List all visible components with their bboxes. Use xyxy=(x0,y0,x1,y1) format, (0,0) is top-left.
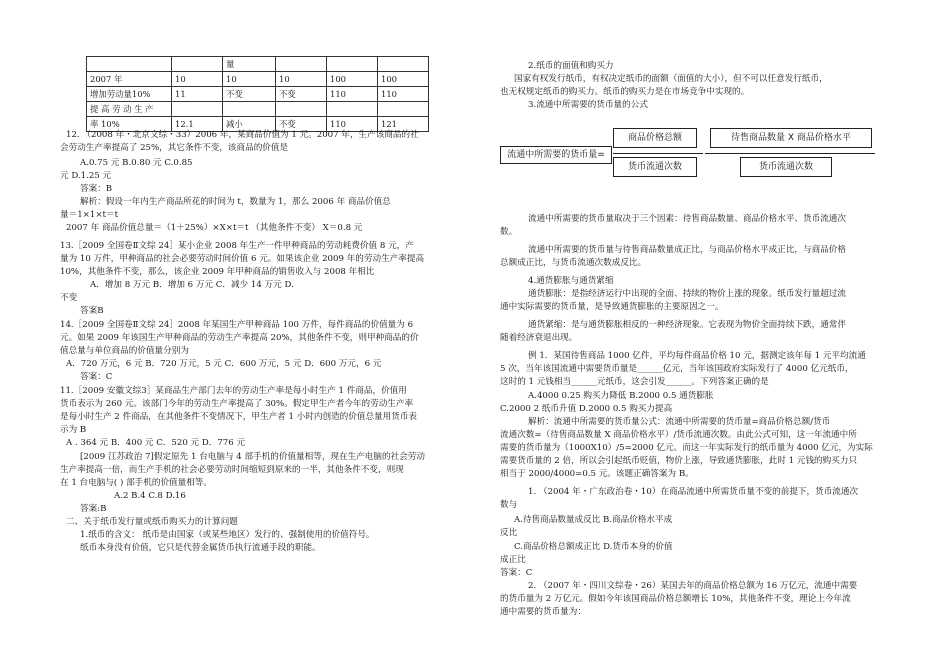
text-line: 流通次数=（待售商品数量 X 商品价格水平）/货币流通次数。由此公式可知，这一年流通中所 xyxy=(500,430,857,440)
table-cell xyxy=(172,57,223,72)
text-line: 解析：假设一年内生产商品所花的时间为 t，数量为 1，那么 2006 年 商品价值总 xyxy=(80,197,391,207)
text-line: 总额成正比，与货币流通次数成反比。 xyxy=(500,258,647,268)
text-line: 11.［2009 安徽文综3］某商品生产部门去年的劳动生产率是每小时生产 1 件商品，价值用 xyxy=(60,386,407,396)
table-cell xyxy=(172,102,223,117)
text-line: 量＝1×1×t＝t xyxy=(60,210,119,220)
text-line: 二、关于纸币发行量或纸币购买力的计算问题 xyxy=(66,517,238,527)
text-line: 随着经济衰退出现。 xyxy=(500,333,578,343)
text-line: 量为 10 万件，甲种商品的社会必要劳动时间价值 6 元。如果该企业 2009 年的劳动生产率提高 xyxy=(60,254,425,264)
text-line: 解析：流通中所需要的货币量公式：流通中所需要的货币量=商品价格总额/货币 xyxy=(528,417,831,427)
text-line: 2. （2007 年・四川文综卷・26）某国去年的商品价格总额为 16 万亿元，流通中需要 xyxy=(528,581,858,591)
text-line: A.0.75 元 B.0.80 元 C.0.85 xyxy=(80,158,193,168)
formula-lhs-box: 流通中所需要的货币量= xyxy=(500,146,612,164)
table-cell xyxy=(327,102,378,117)
table-cell xyxy=(276,102,327,117)
text-line: 的货币量为 2 万亿元。假如今年该国商品价格总额增长 10%，其他条件不变，理论上今年流 xyxy=(500,594,851,604)
text-line: 纸币本身没有价值，它只是代替金属货币执行流通手段的职能。 xyxy=(80,543,321,553)
table-cell: 110 xyxy=(378,87,429,102)
text-line: 相当于 2000/4000=0.5 元。该题正确答案为 B。 xyxy=(500,469,694,479)
text-line: 成正比 xyxy=(500,555,526,565)
text-line: 通中需要的货币量为： xyxy=(500,607,586,617)
text-line: A．720 万元，6 元 B．720 万元，5 元 C．600 万元，5 元 D．600 万元，6 元 xyxy=(66,359,382,369)
text-line: 2.纸币的面值和购买力 xyxy=(528,61,614,71)
text-line: 示为 B xyxy=(60,425,87,435)
table-cell xyxy=(327,57,378,72)
formula-numerator-1: 商品价格总额 xyxy=(613,128,697,148)
text-line: 答案：B xyxy=(80,184,113,194)
table-cell: 100 xyxy=(327,72,378,87)
table-cell xyxy=(223,102,276,117)
text-line: 国家有权发行纸币，有权决定纸币的面额（面值的大小），但不可以任意发行纸币， xyxy=(514,74,828,84)
text-line: 答案：C xyxy=(80,372,113,382)
table-cell: 减小 xyxy=(223,117,276,132)
table-cell: 不变 xyxy=(276,87,327,102)
text-line: 数与 xyxy=(500,500,518,510)
table-cell: 不变 xyxy=(223,87,276,102)
text-line: C.商品价格总额成正比 D.货币本身的价值 xyxy=(514,542,673,552)
text-line: 答案B xyxy=(80,306,104,316)
table-cell: 2007 年 xyxy=(87,72,172,87)
text-line: 2007 年 商品价值总量＝（1＋25%）×X×t＝t （其他条件不变） X＝0.8 元 xyxy=(66,223,363,233)
table-cell xyxy=(87,57,172,72)
text-line: 4.通货膨胀与通货紧缩 xyxy=(528,276,614,286)
text-line: 1.纸币的含义： 纸币是由国家（或某些地区）发行的、强制使用的价值符号。 xyxy=(80,530,375,540)
text-line: 需要的货币量为（1000X10）/5=2000 亿元。而这一年实际发行的纸币量为 4000 亿元，为实际 xyxy=(500,443,873,453)
text-line: 反比 xyxy=(500,528,518,538)
table-cell: 100 xyxy=(378,72,429,87)
table-header-row xyxy=(87,57,429,72)
text-line: A.4000 0.25 购买力降低 B.2000 0.5 通货膨胀 xyxy=(528,391,714,401)
text-line: 流通中所需要的货币量取决于三个因素：待售商品数量、商品价格水平、货币流通次 xyxy=(528,214,846,224)
text-line: 元 D.1.25 元 xyxy=(60,171,112,181)
table-cell: 10 xyxy=(172,72,223,87)
text-line: 也无权规定纸币的购买力。纸币的购买力是在市场竞争中实现的。 xyxy=(500,87,750,97)
text-line: 10%，其他条件不变，那么，该企业 2009 年甲种商品的销售收入与 2008 年相比 xyxy=(60,267,375,277)
text-line: [2009 江苏政治 7]假定原先 1 台电脑与 4 部手机的价值量相等，现在生产电脑的社会劳动 xyxy=(80,452,425,462)
table-row xyxy=(87,102,429,117)
text-line: 13.［2009 全国卷Ⅱ文综 24］某小企业 2008 年生产一件甲种商品的劳动耗费价值 8 元，产 xyxy=(60,241,414,251)
value-table xyxy=(86,56,429,132)
table-cell: 量 xyxy=(223,57,276,72)
table-cell: 110 xyxy=(327,87,378,102)
text-line: A.待售商品数量成反比 B.商品价格水平成 xyxy=(514,515,673,525)
text-line: 这时的 1 元钱相当______元纸币，这会引发______。下列答案正确的是 xyxy=(500,377,769,387)
text-line: 元。如果 2009 年该国生产甲种商品的劳动生产率提高 20%，其他条件不变，则甲种商品的价 xyxy=(60,333,419,343)
text-line: 14.［2009 全国卷Ⅱ文综 24］2008 年某国生产甲种商品 100 万件，每件商品的价值量为 6 xyxy=(60,320,414,330)
text-line: A.2 B.4 C.8 D.16 xyxy=(114,491,186,501)
fraction-bar-2 xyxy=(705,153,875,154)
table-cell: 12.1 xyxy=(172,117,223,132)
text-line: 值总量与单位商品的价值量分别为 xyxy=(60,346,189,356)
table-cell: 11 xyxy=(172,87,223,102)
table-cell: 增加劳动量10% xyxy=(87,87,172,102)
table-cell xyxy=(276,57,327,72)
table-cell: 110 xyxy=(327,117,378,132)
text-line: 不变 xyxy=(60,293,78,303)
text-line: 1. （2004 年・广东政治卷・10）在商品流通中所需货币量不变的前提下，货币流通次 xyxy=(528,487,859,497)
table-cell: 10 xyxy=(223,72,276,87)
text-line: 需要货币量的 2 倍，所以会引起纸币贬值，物价上涨，导致通货膨胀，此时 1 元钱的购买力只 xyxy=(500,456,858,466)
text-line: 答案：C xyxy=(500,568,533,578)
text-line: 在 1 台电脑与( ) 部手机的价值量相等。 xyxy=(60,478,213,488)
text-line: 流通中所需要的货币量与待售商品数量成正比，与商品价格水平成正比，与商品价格 xyxy=(528,245,846,255)
table-cell: 不变 xyxy=(276,117,327,132)
text-line: 3.流通中所需要的货币量的公式 xyxy=(528,100,648,110)
value-table-body xyxy=(87,57,429,132)
text-line: 通货膨胀：是指经济运行中出现的全面、持续的物价上涨的现象。纸币发行量超过流 xyxy=(528,289,846,299)
table-cell: 121 xyxy=(378,117,429,132)
formula-numerator-2: 待售商品数量 X 商品价格水平 xyxy=(710,128,872,148)
table-row xyxy=(87,72,429,87)
text-line: 例 1．某国待售商品 1000 亿件，平均每件商品价格 10 元，据测定该年每 1 元平均流通 xyxy=(528,351,866,361)
text-line: 通货紧缩：是与通货膨胀相反的一种经济现象。它表现为物价全面持续下跌，通常伴 xyxy=(528,320,846,330)
table-row xyxy=(87,87,429,102)
table-cell xyxy=(378,57,429,72)
text-line: A．增加 8 万元 B．增加 6 万元 C．减少 14 万元 D． xyxy=(90,280,300,290)
formula-denominator-1: 货币流通次数 xyxy=(613,157,697,177)
text-line: 通中实际需要的货币量，是导致通货膨胀的主要原因之一。 xyxy=(500,302,724,312)
fraction-bar-1 xyxy=(613,153,703,154)
text-line: 答案:B xyxy=(80,504,107,514)
table-cell: 10 xyxy=(276,72,327,87)
table-cell: 提 高 劳 动 生 产 xyxy=(87,102,172,117)
table-cell: 率 10% xyxy=(87,117,172,132)
table-cell xyxy=(378,102,429,117)
formula-denominator-2: 货币流通次数 xyxy=(740,157,832,177)
text-line: A . 364 元 B．400 元 C．520 元 D．776 元 xyxy=(66,438,246,448)
text-line: 12. （2008 年・北京文综・33）2006 年，某商品价值为 1 元。2007 年，生产该商品的社 xyxy=(66,130,419,140)
text-line: 5 次，当年该国流通中需要货币量是______亿元，当年该国政府实际发行了 4000 亿元纸币， xyxy=(500,364,854,374)
text-line: 货币表示为 260 元。该部门今年的劳动生产率提高了 30%。假定甲生产者今年的劳动生产率 xyxy=(60,399,414,409)
text-line: 是每小时生产 2 件商品，在其他条件不变情况下，甲生产者 1 小时内创造的价值总量用货币表 xyxy=(60,412,418,422)
text-line: 会劳动生产率提高了 25%，其它条件不变，该商品的价值是 xyxy=(60,143,289,153)
text-line: 数。 xyxy=(500,227,518,237)
text-line: 生产率提高一倍，而生产手机的社会必要劳动时间缩短到原来的一半，其他条件不变，则现 xyxy=(60,465,404,475)
text-line: C.2000 2 纸币升值 D.2000 0.5 购买力提高 xyxy=(500,404,673,414)
